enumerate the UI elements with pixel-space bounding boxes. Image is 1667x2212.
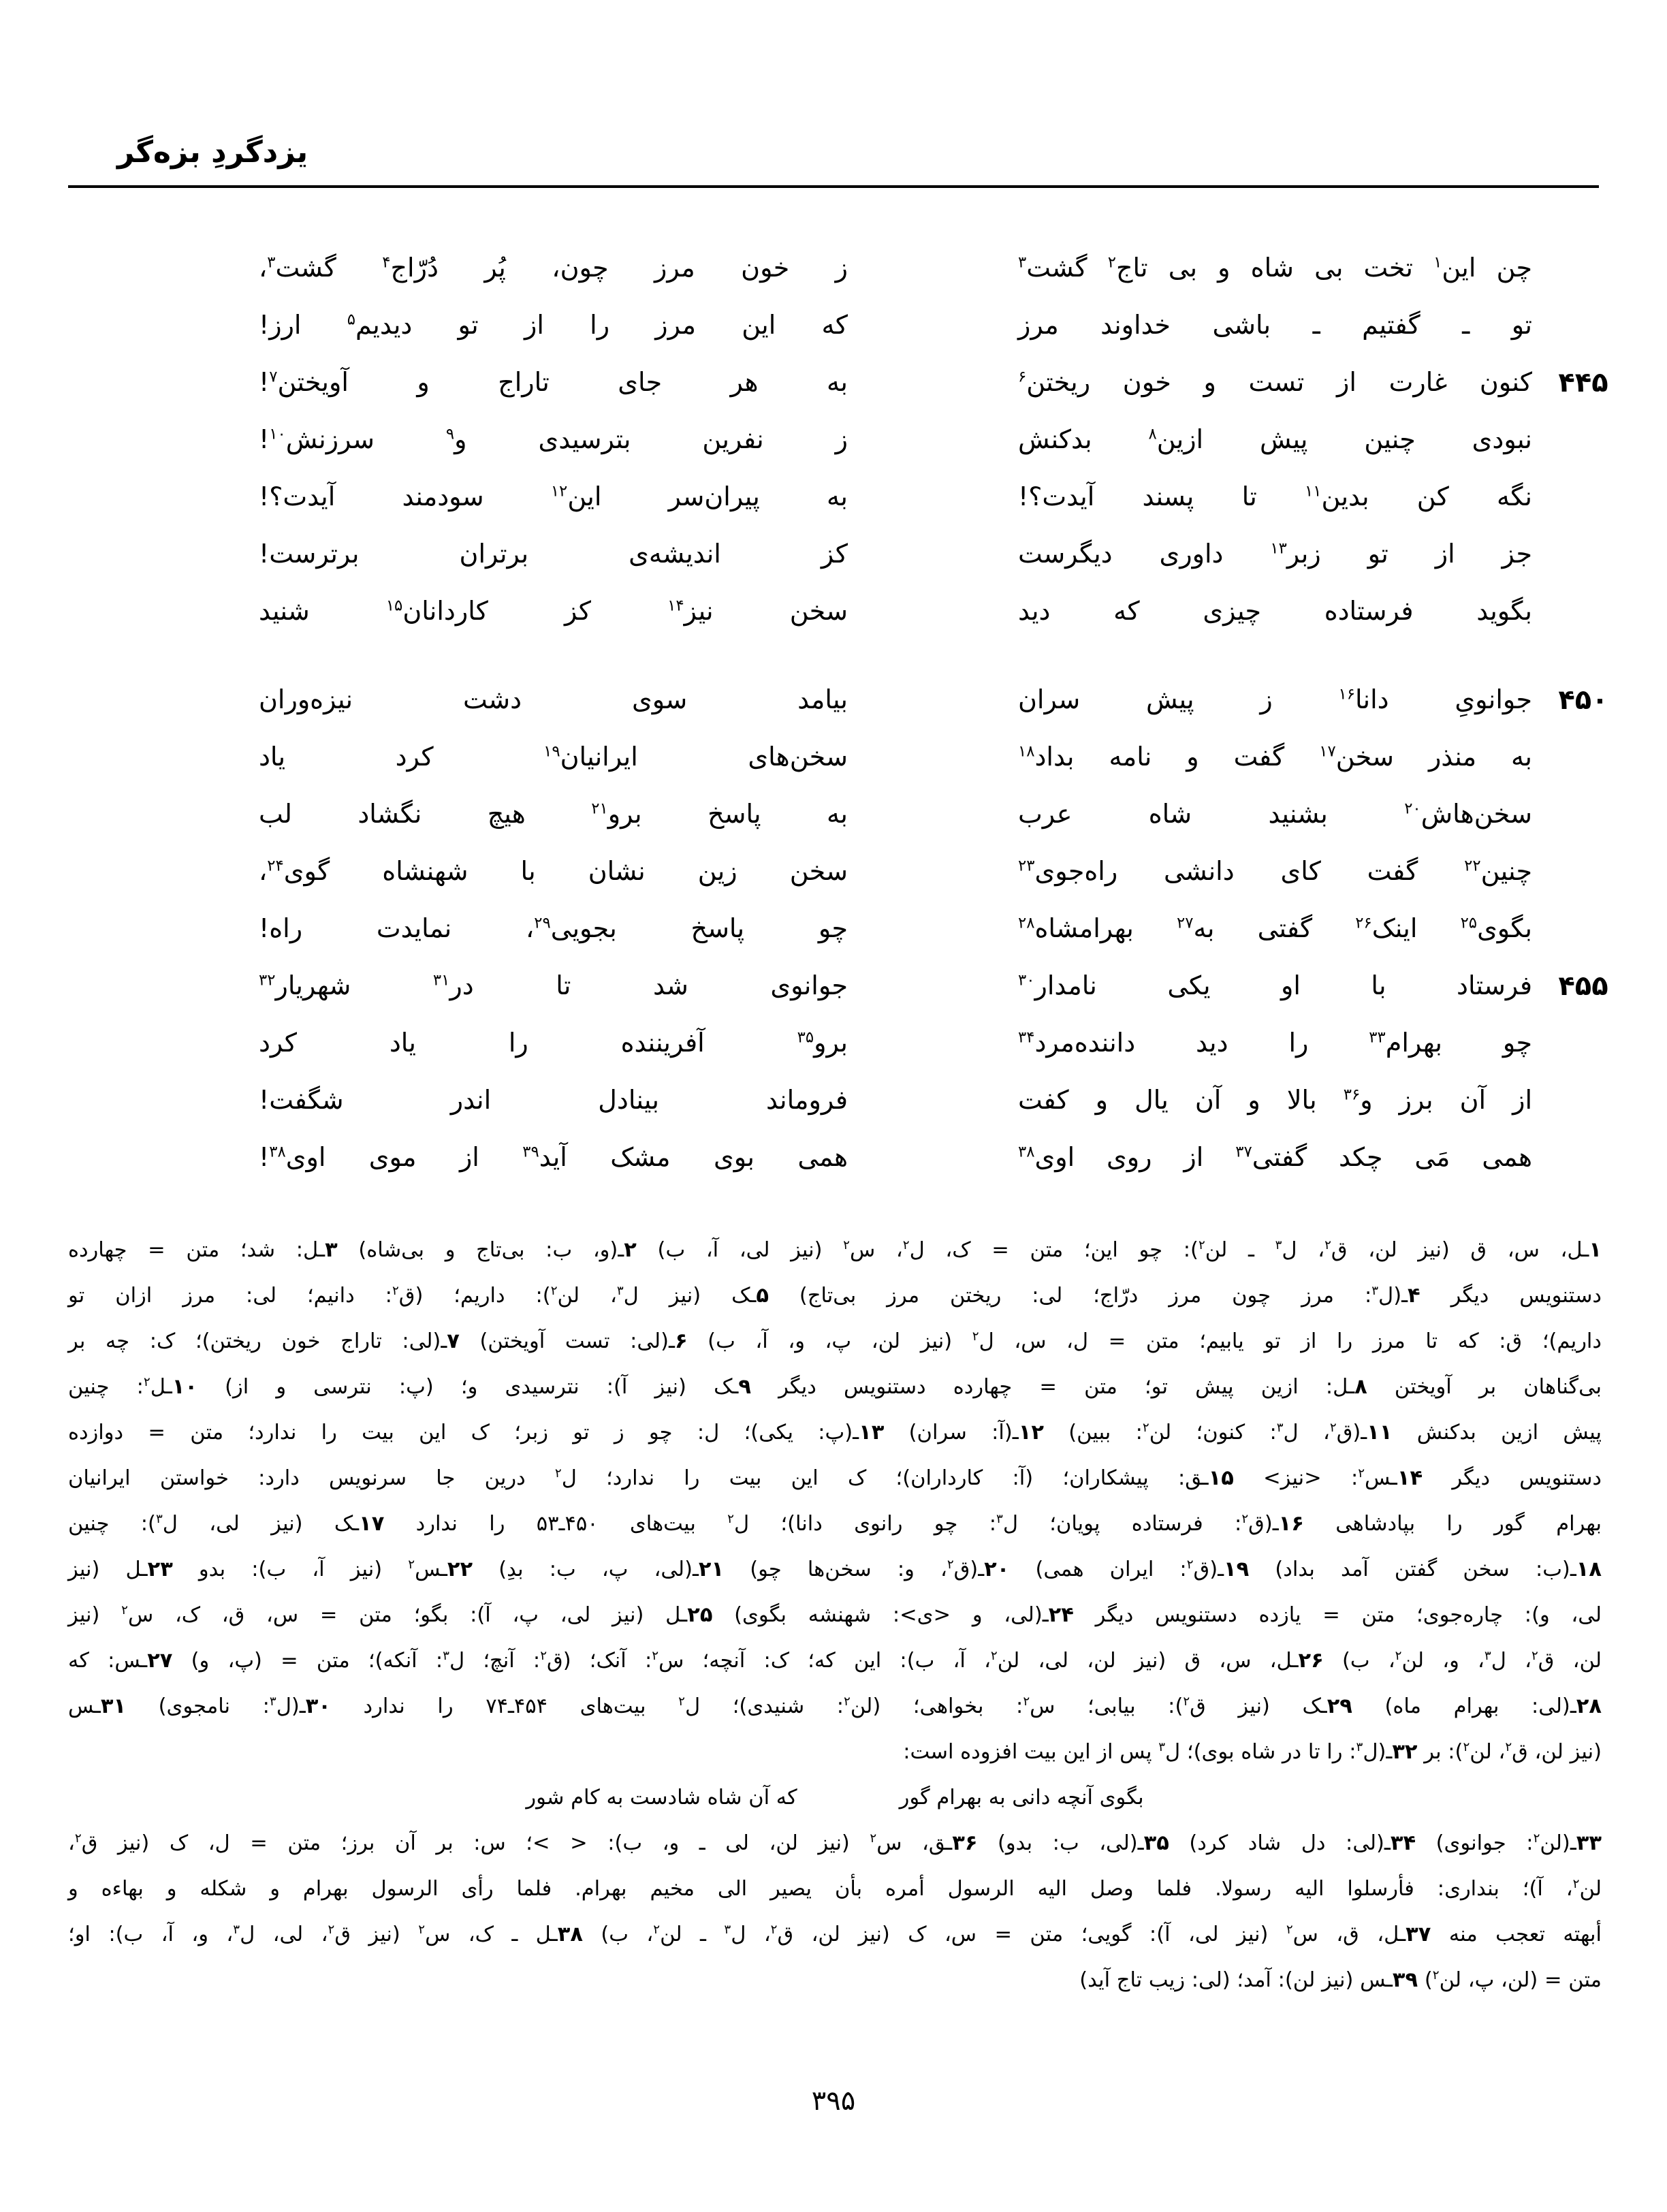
hemistich-second: بیامد سوی دشت نیزه‌وران: [259, 684, 848, 715]
footnote-marker: ۲: [408, 1557, 415, 1572]
footnote-marker: ۲: [652, 1648, 659, 1663]
footnote-marker: ۱۳: [1270, 539, 1287, 558]
critical-apparatus: [68, 1230, 1602, 2006]
couplet-row: [33, 1072, 1634, 1129]
hemistich-second: سخن‌های ایرانیان$^{۱۹}$ کرد یاد: [259, 742, 848, 772]
footnote-marker: ۲: [1531, 1648, 1538, 1663]
footnote-line: دستنویس دیگر ۴ـ(ل$^۳$: مرز چون مرز درّاج؛ لی: ریختن مرز بی‌تاج) ۵ـک (نیز ل$^۳$، لن$^۲$): داریم؛ (ق$^۲$: دانیم؛ لی: مرز ازان تو: [68, 1283, 1602, 1308]
footnote-marker: ۳۵: [797, 1028, 814, 1047]
footnote-marker: ۱۰: [269, 425, 286, 443]
footnote-marker: ۲: [1286, 1922, 1293, 1937]
hemistich-first: نگه کن بدین$^{۱۱}$ تا پسند آیدت؟!: [1018, 481, 1532, 512]
couplet-row: [33, 672, 1634, 729]
footnote-marker: ۳۱: [432, 971, 450, 990]
hemistich-first: جوانویِ دانا$^{۱۶}$ ز پیش سران: [1018, 684, 1532, 715]
footnote-line: پیش ازین بدکنش ۱۱ـ(ق$^۲$، ل$^۳$: کنون؛ لن$^۲$: ببین) ۱۲ـ(آ: سران) ۱۳ـ(پ: یکی)؛ ل: چو ز تو زبر؛ ک این بیت را ندارد؛ متن = دوازده: [68, 1420, 1602, 1444]
footnote-marker: ۳: [1371, 1283, 1379, 1298]
footnote-line: أبهته تعجب منه ۳۷ـل، ق، س$^۲$ (نیز لی، آ): گویی؛ متن = س، ک (نیز لن، ق$^۲$، ل$^۳$ ـ لن$^۲$، ب) ۳۸ـل ـ ک، س$^۲$ (نیز ق$^۲$، لی، ل$^۳$، و، آ، ب): او؛: [68, 1922, 1602, 1946]
verse-number: ۴۴۵: [1558, 367, 1608, 398]
footnote-marker: ۱۲: [550, 482, 568, 501]
footnote-marker: ۲: [74, 1831, 82, 1846]
footnote-marker: ۲: [1183, 1694, 1190, 1709]
footnote-marker: ۳: [1356, 1739, 1363, 1754]
footnote-marker: ۳: [1158, 1739, 1166, 1754]
footnote-marker: ۲: [1324, 1237, 1331, 1252]
footnote-marker: ۱۶: [1338, 685, 1355, 704]
verse-number: ۴۵۵: [1558, 970, 1608, 1002]
hemistich-second: به پیران‌سر این$^{۱۲}$ سودمند آیدت؟!: [259, 481, 848, 512]
footnote-line: ۳۳ـ(لن$^۲$: جوانوی) ۳۴ـ(لی: دل شاد کرد) ۳۵ـ(لی، ب: بدو) ۳۶ـق، س$^۲$ (نیز لن، لی ـ و، ب): < >؛ س: بر آن برز؛ متن = ل، ک (نیز ق$^۲$،: [68, 1831, 1602, 1855]
hemistich-second: برو$^{۳۵}$ آفریننده را یاد کرد: [259, 1028, 848, 1058]
footnote-marker: ۲: [902, 1237, 910, 1252]
hemistich-first: به منذر سخن$^{۱۷}$ گفت و نامه بداد$^{۱۸}$: [1018, 742, 1532, 772]
footnote-marker: ۲۵: [1460, 914, 1478, 932]
footnote-marker: ۲۷: [1177, 914, 1194, 932]
footnote-marker: ۲: [1395, 1648, 1402, 1663]
footnote-marker: ۳۸: [269, 1143, 286, 1161]
couplet-row: [33, 469, 1634, 526]
header-rule: [68, 185, 1599, 188]
footnote-marker: ۳۴: [1018, 1028, 1035, 1047]
hemistich-first: تو ـ گفتیم ـ باشی خداوند مرز: [1018, 310, 1532, 341]
footnote-marker: ۶: [1018, 368, 1027, 386]
hemistich-second: فروماند بینادل اندر شگفت!: [259, 1085, 848, 1116]
hemistich-first: فرستاد با او یکی نامدار$^{۳۰}$: [1018, 970, 1532, 1001]
footnote-line: لی، و): چاره‌جوی؛ متن = یازده دستنویس دیگر ۲۴ـ(لی، و <ی>: شهنشه بگوی) ۲۵ـل (نیز لی، پ، آ): بگو؛ متن = س، ق، ک، س$^۲$ (نیز: [68, 1602, 1602, 1627]
page-number: ۳۹۵: [811, 2085, 856, 2117]
footnote-marker: ۲: [1241, 1511, 1249, 1526]
couplet-row: [33, 729, 1634, 786]
footnote-marker: ۲۰: [1404, 800, 1421, 818]
couplet-row: [33, 411, 1634, 469]
footnote-marker: ۱۹: [543, 742, 560, 761]
footnote-marker: ۲: [990, 1648, 998, 1663]
footnote-marker: ۲: [653, 1922, 661, 1937]
footnote-marker: ۸: [1148, 425, 1157, 443]
couplet-row: [33, 526, 1634, 583]
footnote-marker: ۲: [143, 1374, 150, 1389]
couplet-row: [33, 297, 1634, 354]
couplet-row: [33, 354, 1634, 411]
footnote-marker: ۲: [1572, 1876, 1580, 1891]
footnote-line: متن = (لن، پ، لن$^۲$) ۳۹ـس (نیز لن): آمد؛ (لی: زیب تاج آید): [1079, 1968, 1602, 1992]
footnote-marker: ۱۴: [667, 597, 684, 615]
footnote-marker: ۲: [550, 1283, 558, 1298]
couplet-row: [33, 843, 1634, 900]
couplet-row: [33, 240, 1634, 297]
poem-block: [33, 240, 1634, 1186]
footnote-marker: ۲: [540, 1648, 547, 1663]
inserted-hemistich-first: بگوی آنچه دانی به بهرام گور: [899, 1786, 1144, 1810]
footnote-marker: ۳: [724, 1922, 731, 1937]
hemistich-second: سخن نیز$^{۱۴}$ کز کاردانان$^{۱۵}$ شنید: [259, 596, 848, 627]
hemistich-first: چو بهرام$^{۳۳}$ را دید داننده‌مرد$^{۳۴}$: [1018, 1028, 1532, 1058]
hemistich-second: سخن زین نشان با شهنشاه گوی$^{۲۴}$،: [259, 856, 848, 887]
footnote-marker: ۳: [1276, 1420, 1284, 1435]
footnote-line: بی‌گناهان بر آویختن ۸ـل: ازین پیش تو؛ متن = چهارده دستنویس دیگر ۹ـک (نیز آ): نترسیدی و؛ (پ: نترسی و از) ۱۰ـل$^۲$: چنین: [68, 1374, 1602, 1399]
footnote-marker: ۳: [616, 1283, 624, 1298]
footnote-marker: ۳۶: [1343, 1086, 1361, 1104]
footnote-marker: ۲: [727, 1511, 734, 1526]
couplet-row: [33, 786, 1634, 843]
couplet-row: [33, 1129, 1634, 1186]
footnote-marker: ۳: [155, 1511, 163, 1526]
footnote-line: داریم)؛ ق: که تا مرز را از تو یابیم؛ متن = ل، س، ل$^۲$ (نیز لن، پ، و، آ، ب) ۶ـ(لی: تست آویختن) ۷ـ(لی: تاراج خون ریختن)؛ ک: چه بر: [68, 1329, 1602, 1353]
footnote-marker: ۲: [418, 1922, 426, 1937]
footnote-marker: ۲۴: [267, 857, 284, 875]
hemistich-second: همی بوی مشک آید$^{۳۹}$ از موی اوی$^{۳۸}$!: [259, 1142, 848, 1173]
couplet-row: [33, 900, 1634, 958]
footnote-marker: ۲: [1329, 1420, 1337, 1435]
footnote-marker: ۲: [947, 1557, 954, 1572]
hemistich-first: از آن برز و$^{۳۶}$ بالا و آن یال و کفت: [1018, 1085, 1532, 1116]
footnote-marker: ۱۷: [1319, 742, 1336, 761]
hemistich-second: به هر جای تاراج و آویختن$^۷$!: [259, 367, 848, 398]
hemistich-second: کز اندیشه‌ی برتران برترست!: [259, 539, 848, 569]
footnote-marker: ۳۰: [1018, 971, 1035, 990]
footnote-marker: ۴: [382, 253, 391, 272]
footnote-marker: ۱: [1433, 253, 1442, 272]
footnote-line: لن$^۲$، آ)؛ بنداری: فأرسلوا الیه رسولا. فلما وصل الیه الرسول أمره بأن یصیر الی مخیم بهرام. فلما رأی الرسول بهرام و شکله و بهاءه و: [68, 1876, 1602, 1901]
footnote-marker: ۲۳: [1018, 857, 1035, 875]
footnote-marker: ۳: [1275, 1237, 1282, 1252]
inserted-hemistich-second: که آن شاه شادست به کام شور: [526, 1786, 797, 1810]
hemistich-second: ز خون مرز چون، پُر دُرّاج$^۴$ گشت$^۳$،: [259, 253, 848, 283]
hemistich-first: چنین$^{۲۲}$ گفت کای دانشی راه‌جوی$^{۲۳}$: [1018, 856, 1532, 887]
footnote-marker: ۲: [1107, 253, 1116, 272]
footnote-marker: ۲: [770, 1922, 778, 1937]
hemistich-second: که این مرز را از تو دیدیم$^۵$ ارز!: [259, 310, 848, 341]
hemistich-first: جز از تو زبر$^{۱۳}$ داوری دیگرست: [1018, 539, 1533, 569]
footnote-marker: ۲: [121, 1602, 128, 1617]
footnote-marker: ۳: [443, 1648, 449, 1663]
footnote-line: لن، ق$^۲$، ل$^۳$، و، لن$^۲$، ب) ۲۶ـل، س، ق (نیز لن، لی، لن$^۲$، آ، ب): این که؛ ک: آنچه؛ س$^۲$: آنک؛ (ق$^۲$: آنچ؛ ل$^۳$: آنکه)؛ متن = (پ، و) ۲۷ـس: که: [68, 1648, 1602, 1673]
footnote-marker: ۲: [1023, 1694, 1030, 1709]
footnote-marker: ۲: [1198, 1237, 1205, 1252]
footnote-marker: ۲: [554, 1466, 562, 1481]
footnote-marker: ۱۱: [1305, 482, 1322, 501]
footnote-marker: ۳: [269, 1694, 276, 1709]
footnote-marker: ۲۶: [1355, 914, 1372, 932]
hemistich-first: چن این$^۱$ تخت بی شاه و بی تاج$^۲$ گشت$^۳$: [1018, 253, 1532, 283]
footnote-marker: ۲: [1142, 1420, 1149, 1435]
inserted-couplet: [68, 1778, 1602, 1823]
footnote-marker: ۲: [1533, 1831, 1540, 1846]
hemistich-second: چو پاسخ بجویی$^{۲۹}$، نمایدت راه!: [259, 913, 848, 944]
footnote-marker: ۲: [1358, 1466, 1365, 1481]
footnote-line: بهرام گور را بپادشاهی ۱۶ـ(ق$^۲$: فرستاده پویان؛ ل$^۳$: چو رانوی دانا)؛ ل$^۲$ بیت‌های ۴۵۰ـ۵۳ را ندارد ۱۷ـک (نیز لی، ل$^۳$): چنین: [68, 1511, 1602, 1536]
couplet-row: [33, 958, 1634, 1015]
footnote-marker: ۳۸: [1018, 1143, 1035, 1161]
footnote-marker: ۳۲: [259, 971, 276, 990]
footnote-line: (نیز لن، ق$^۲$، لن$^۲$): بر ۳۲ـ(ل$^۳$: را تا در شاه بوی)؛ ل$^۳$ پس از این بیت افزوده است:: [903, 1739, 1602, 1764]
hemistich-first: بگوی$^{۲۵}$ اینک$^{۲۶}$ گفتی به$^{۲۷}$ بهرامشاه$^{۲۸}$: [1018, 913, 1532, 944]
hemistich-second: به پاسخ برو$^{۲۱}$ هیچ نگشاد لب: [259, 799, 848, 830]
footnote-marker: ۲: [1432, 1968, 1440, 1982]
footnote-marker: ۳: [996, 1511, 1003, 1526]
couplet-row: [33, 1015, 1634, 1072]
running-head-title: یزدگردِ بزه‌گر: [117, 135, 308, 170]
couplet-row: [33, 583, 1634, 640]
footnote-marker: ۲۲: [1464, 857, 1481, 875]
footnote-marker: ۳۹: [522, 1143, 539, 1161]
footnote-marker: ۳: [267, 253, 276, 272]
footnote-line: ۱ـل، س، ق (نیز لن، ق$^۲$، ل$^۳$ ـ لن$^۲$): چو این؛ متن = ک، ل$^۲$، س$^۲$ (نیز لی، آ، ب) ۲ـ(و، ب: بی‌تاج و بی‌شاه) ۳ـل: شد؛ متن = چهارده: [68, 1237, 1602, 1262]
footnote-marker: ۷: [269, 368, 278, 386]
footnote-line: ۱۸ـ(ب: سخن گفتن آمد بداد) ۱۹ـ(ق$^۲$: ایران همی) ۲۰ـ(ق$^۲$، و: سخن‌ها چو) ۲۱ـ(لی، پ، ب: بدِ) ۲۲ـس$^۲$ (نیز آ، ب): بدو ۲۳ـل (نیز: [68, 1557, 1602, 1581]
footnote-marker: ۵: [347, 311, 355, 329]
hemistich-first: نبودی چنین پیش ازین$^۸$ بدکنش: [1018, 424, 1532, 455]
footnote-marker: ۳: [233, 1922, 240, 1937]
footnote-marker: ۳: [1018, 253, 1027, 272]
footnote-marker: ۲۱: [591, 800, 608, 818]
footnote-marker: ۱۵: [385, 597, 403, 615]
verse-number: ۴۵۰: [1558, 684, 1608, 716]
footnote-marker: ۲: [392, 1283, 399, 1298]
footnote-line: ۲۸ـ(لی: بهرام ماه) ۲۹ـک (نیز ق$^۲$): بیابی؛ س$^۲$: بخواهی؛ (لن$^۲$: شنیدی)؛ ل$^۲$ بیت‌های ۴۵۴ـ۷۴ را ندارد ۳۰ـ(ل$^۳$: نامجوی) ۳۱ـس: [68, 1694, 1602, 1718]
footnote-marker: ۹: [445, 425, 455, 443]
hemistich-first: همی مَی چکد گفتی$^{۳۷}$ از روی اوی$^{۳۸}$: [1018, 1142, 1532, 1173]
footnote-marker: ۳۳: [1369, 1028, 1386, 1047]
footnote-marker: ۲: [972, 1329, 979, 1344]
stanza: [33, 240, 1634, 640]
footnote-line: دستنویس دیگر ۱۴ـس$^۲$: <نیز> ۱۵ـق: پیشکاران؛ (آ: کارداران)؛ ک این بیت را ندارد؛ ل$^۲$ درین جا سرنویس دارد: خواستن ایرانیان: [68, 1466, 1602, 1490]
footnote-marker: ۲: [843, 1237, 850, 1252]
footnote-marker: ۳۷: [1235, 1143, 1252, 1161]
footnote-marker: ۲۹: [534, 914, 551, 932]
footnote-marker: ۲: [1186, 1557, 1194, 1572]
hemistich-first: کنون غارت از تست و خون ریختن$^۶$: [1018, 367, 1532, 398]
hemistich-second: ز نفرین بترسیدی و$^۹$ سرزنش$^{۱۰}$!: [259, 424, 848, 455]
hemistich-first: سخن‌هاش$^{۲۰}$ بشنید شاه عرب: [1018, 799, 1532, 830]
footnote-marker: ۲: [1505, 1739, 1512, 1754]
hemistich-second: جوانوی شد تا در$^{۳۱}$ شهریار$^{۳۲}$: [259, 970, 848, 1001]
stanza: [33, 672, 1634, 1186]
footnote-marker: ۲۸: [1018, 914, 1035, 932]
footnote-marker: ۲: [870, 1831, 877, 1846]
footnote-marker: ۲: [328, 1922, 335, 1937]
footnote-marker: ۲: [844, 1694, 851, 1709]
footnote-marker: ۲: [678, 1694, 685, 1709]
hemistich-first: بگوید فرستاده چیزی که دید: [1018, 596, 1532, 627]
footnote-marker: ۱۸: [1018, 742, 1035, 761]
footnote-marker: ۲: [1463, 1739, 1470, 1754]
footnote-marker: ۳: [1484, 1648, 1491, 1663]
